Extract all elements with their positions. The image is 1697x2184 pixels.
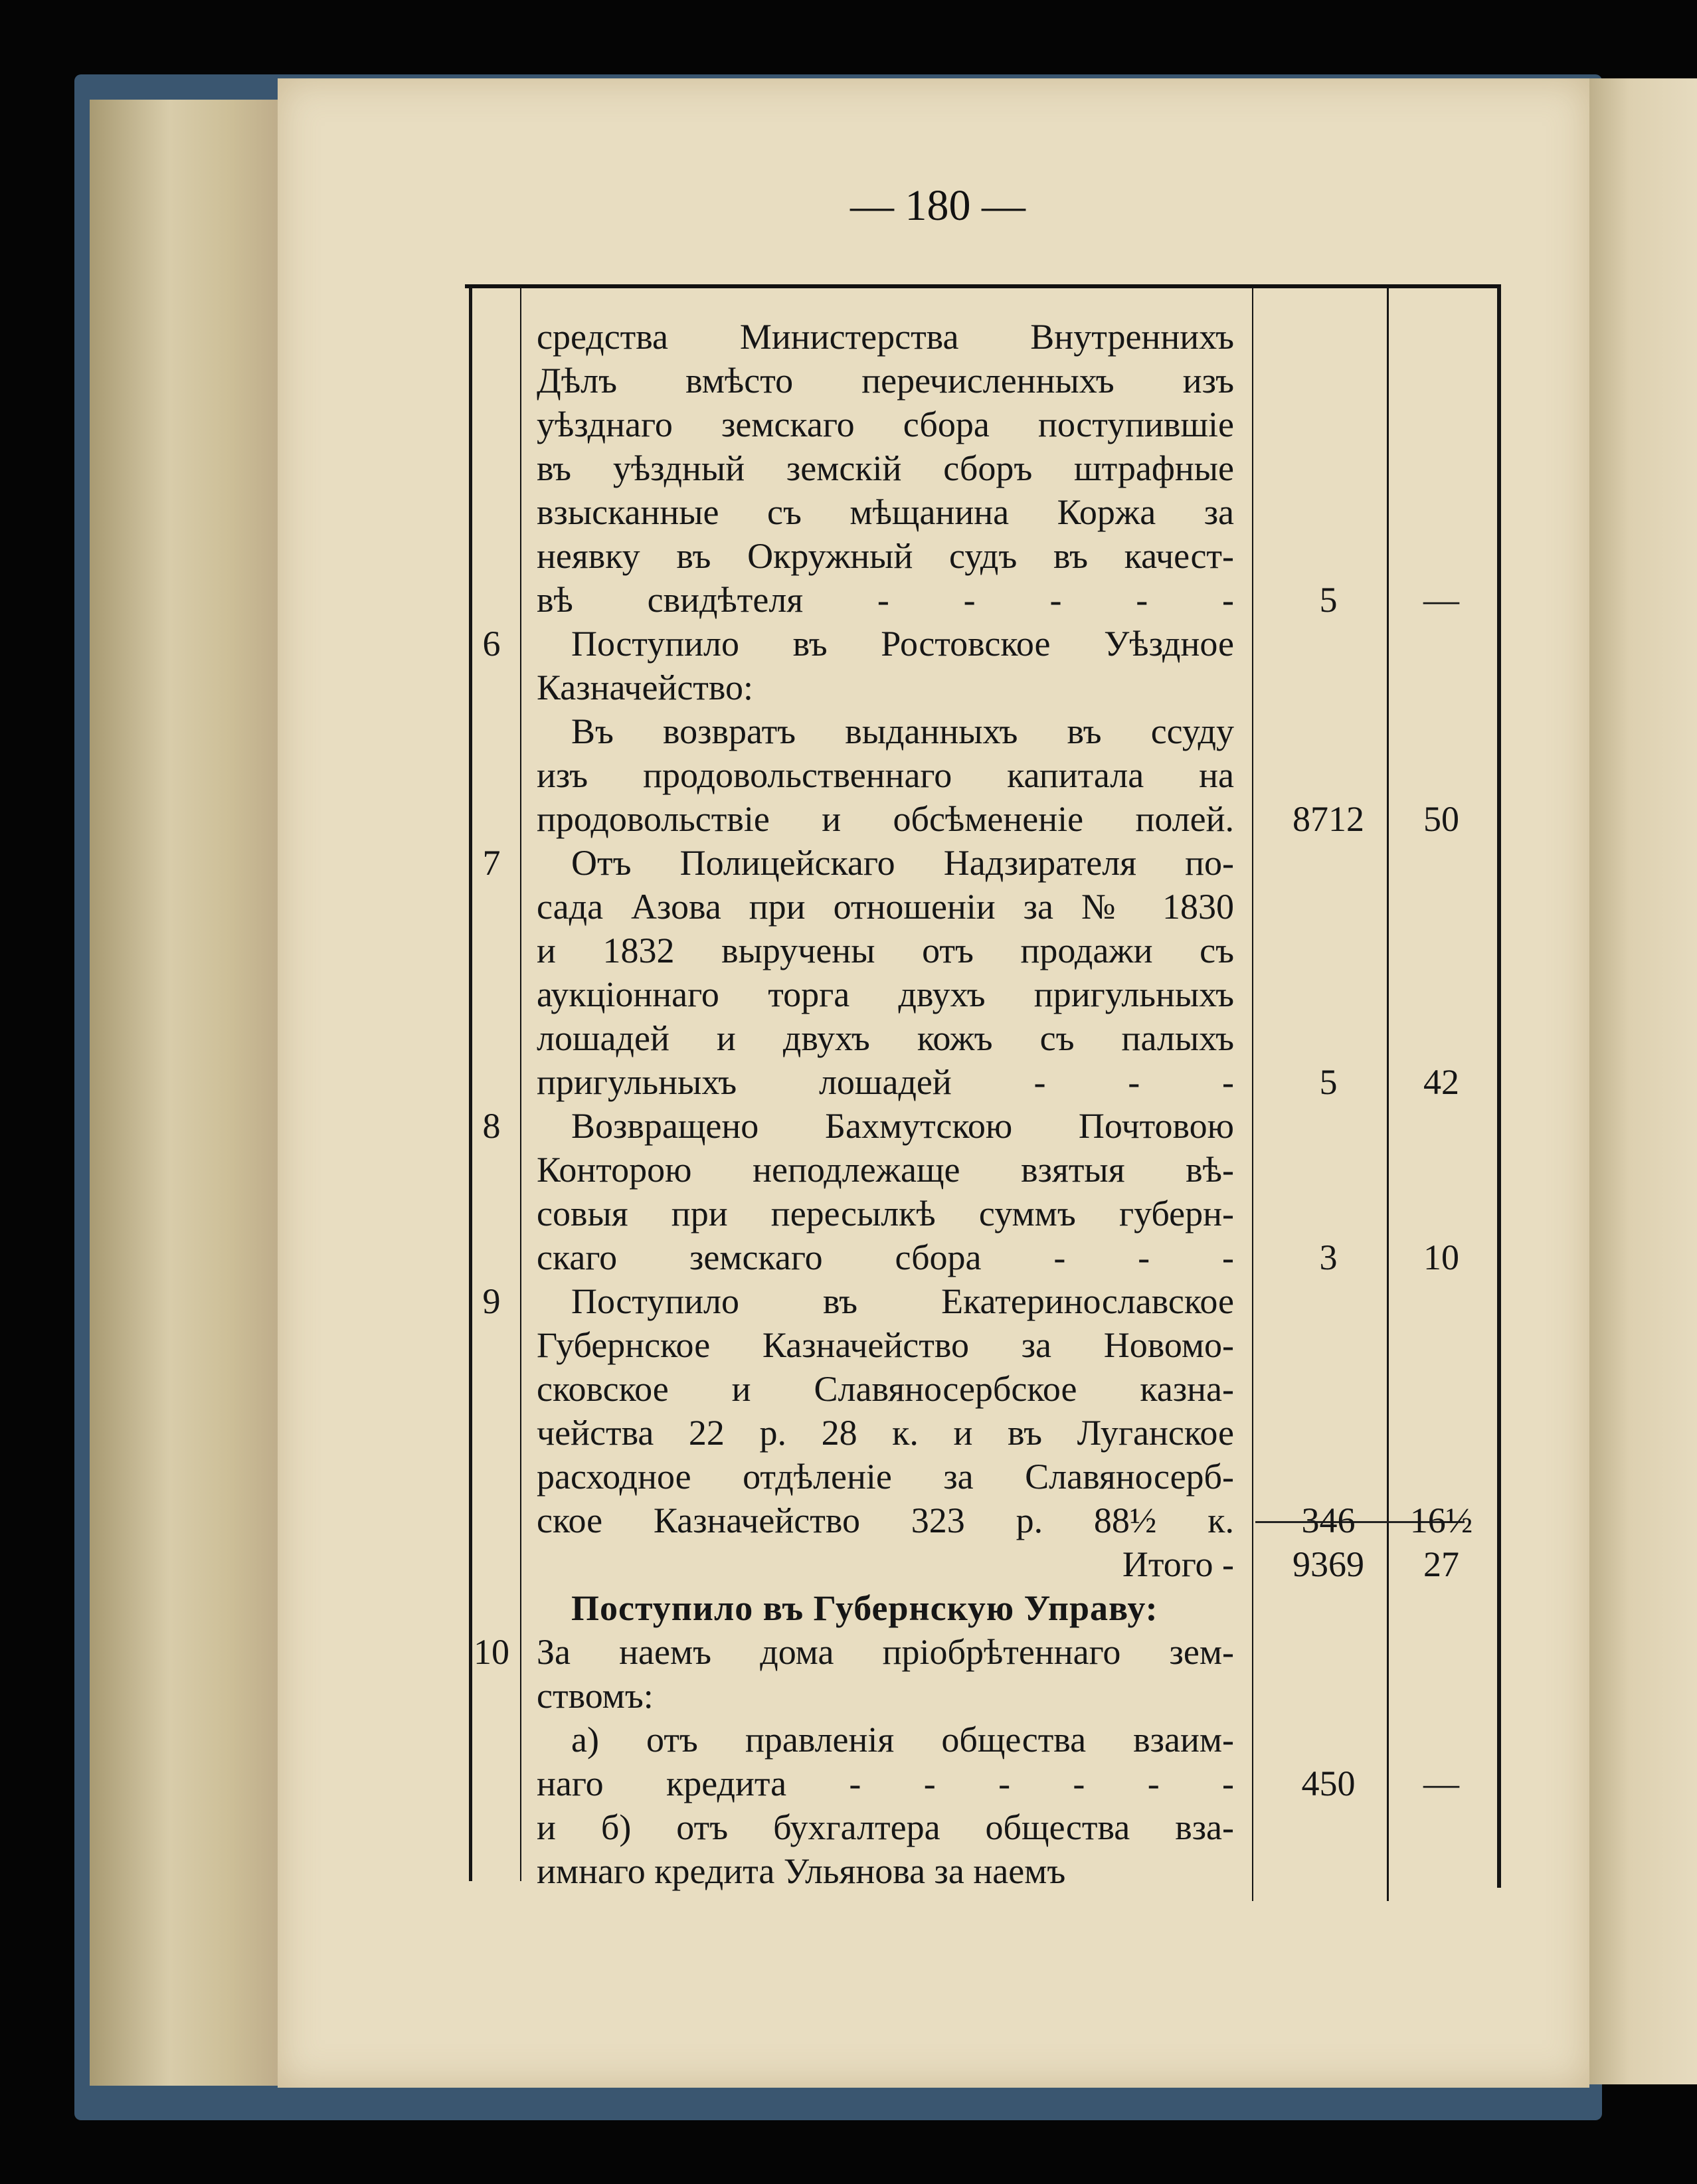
entry-number: 7 xyxy=(482,843,501,883)
text-line: и б) отъ бухгалтера общества вза- xyxy=(537,1807,1234,1847)
facing-page xyxy=(1584,78,1697,2084)
text-line: Въ возвратъ выданныхъ въ ссуду xyxy=(571,711,1234,751)
rubles-value: 8712 xyxy=(1293,799,1364,839)
text-line: Поступило въ Екатеринославское xyxy=(571,1281,1234,1321)
kopecks-value: 50 xyxy=(1423,799,1459,839)
kopecks-value: 27 xyxy=(1423,1544,1459,1584)
kopecks-value: 16½ xyxy=(1409,1501,1473,1540)
text-line: ствомъ: xyxy=(537,1676,654,1716)
text-line: пригульныхъ лошадей - - - xyxy=(537,1062,1234,1102)
text-line: наго кредита - - - - - - xyxy=(537,1764,1234,1803)
text-line: а) отъ правленія общества взаим- xyxy=(571,1720,1234,1760)
text-line: сада Азова при отношеніи за № 1830 xyxy=(537,887,1234,927)
text-line: продовольствіе и обсѣмененіе полей. xyxy=(537,799,1234,839)
text-line: ское Казначейство 323 р. 88½ к. xyxy=(537,1501,1234,1540)
text-line: совыя при пересылкѣ суммъ губерн- xyxy=(537,1194,1234,1233)
text-line: изъ продовольственнаго капитала на xyxy=(537,755,1234,795)
text-line: вѣ свидѣтеля - - - - - xyxy=(537,580,1234,620)
text-line: взысканные съ мѣщанина Коржа за xyxy=(537,492,1234,532)
page-number: — 180 — xyxy=(850,181,1026,230)
page-edges xyxy=(90,100,289,2086)
rubles-value: 450 xyxy=(1301,1764,1356,1803)
text-line: Поступило въ Губернскую Управу: xyxy=(571,1588,1158,1628)
text-line: лошадей и двухъ кожъ съ палыхъ xyxy=(537,1018,1234,1058)
table-top-rule xyxy=(465,284,1501,288)
text-line: сковское и Славяносербское казна- xyxy=(537,1369,1234,1409)
text-line: Казначейство: xyxy=(537,668,754,707)
kopecks-value: — xyxy=(1423,580,1459,620)
kopecks-value: — xyxy=(1423,1764,1459,1803)
rubles-value: 3 xyxy=(1319,1237,1338,1277)
entry-number: 10 xyxy=(474,1632,509,1672)
rubles-value: 5 xyxy=(1319,1062,1338,1102)
text-line: Поступило въ Ростовское Уѣздное xyxy=(571,624,1234,664)
text-line: расходное отдѣленіе за Славяносерб- xyxy=(537,1457,1234,1497)
text-line: Отъ Полицейскаго Надзирателя по- xyxy=(571,843,1234,883)
text-line: въ уѣздный земскій сборъ штрафные xyxy=(537,448,1234,488)
table-right-border xyxy=(1497,287,1501,1888)
entry-number: 9 xyxy=(482,1281,501,1321)
text-line: Дѣлъ вмѣсто перечисленныхъ изъ xyxy=(537,361,1234,401)
text-line: скаго земскаго сбора - - - xyxy=(537,1237,1234,1277)
text-line: Губернское Казначейство за Новомо- xyxy=(537,1325,1234,1365)
text-line: Итого - xyxy=(1122,1544,1234,1584)
text-line: Конторою неподлежаще взятыя вѣ- xyxy=(537,1150,1234,1190)
rubles-column-divider xyxy=(1252,287,1253,1901)
text-line: чейства 22 р. 28 к. и въ Луганское xyxy=(537,1413,1234,1453)
entry-number: 6 xyxy=(482,624,501,664)
rubles-value: 5 xyxy=(1319,580,1338,620)
entry-number: 8 xyxy=(482,1106,501,1146)
kopecks-value: 42 xyxy=(1423,1062,1459,1102)
rubles-value: 346 xyxy=(1301,1501,1356,1540)
text-line: и 1832 выручены отъ продажи съ xyxy=(537,931,1234,970)
text-line: неявку въ Окружный судъ въ качест- xyxy=(537,536,1234,576)
text-line: Возвращено Бахмутскою Почтовою xyxy=(571,1106,1234,1146)
text-line: За наемъ дома пріобрѣтеннаго зем- xyxy=(537,1632,1234,1672)
kopecks-value: 10 xyxy=(1423,1237,1459,1277)
text-line: средства Министерства Внутреннихъ xyxy=(537,317,1234,357)
text-line: имнаго кредита Ульянова за наемъ xyxy=(537,1851,1066,1891)
text-line: уѣзднаго земскаго сбора поступившіе xyxy=(537,405,1234,444)
rubles-value: 9369 xyxy=(1293,1544,1364,1584)
text-line: аукціоннаго торга двухъ пригульныхъ xyxy=(537,974,1234,1014)
